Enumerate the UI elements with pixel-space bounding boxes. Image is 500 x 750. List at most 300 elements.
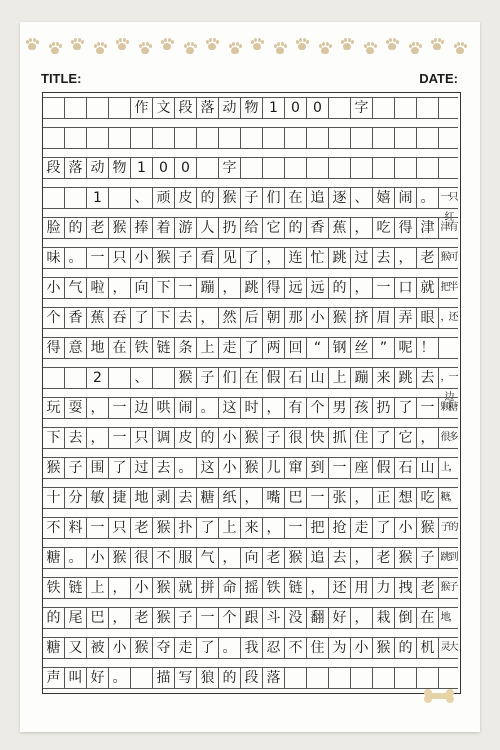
grid-cell: 蕉 (87, 307, 109, 329)
grid-cell: 猴 (285, 547, 307, 569)
grid-cell (285, 127, 307, 149)
grid-cell: 剥 (153, 487, 175, 509)
grid-cell: 写 (175, 667, 197, 689)
grid-cell: 段 (43, 157, 65, 179)
grid-cell (131, 127, 153, 149)
grid-cell: 猴 (241, 427, 263, 449)
grid-cell: 老 (417, 577, 439, 599)
date-label: DATE: (419, 71, 458, 86)
grid-cell: 敏 (87, 487, 109, 509)
grid-cell: 的 (219, 667, 241, 689)
grid-cell: ， (109, 607, 131, 629)
grid-cell: 蹦 (351, 367, 373, 389)
grid-cell: 跳 (395, 367, 417, 389)
grid-cell: 不 (43, 517, 65, 539)
grid-cell: 哄 (153, 397, 175, 419)
grid-cell (395, 157, 417, 179)
grid-row (43, 517, 460, 539)
grid-cell: 落 (263, 667, 285, 689)
grid-cell: 了 (197, 517, 219, 539)
grid-cell: 猴 (109, 217, 131, 239)
grid-cell: 个 (43, 307, 65, 329)
grid-cell: 忍 (263, 637, 285, 659)
grid-cell: 一 (285, 517, 307, 539)
grid-cell: 一只红 (439, 187, 458, 209)
grid-cell (65, 367, 87, 389)
grid-cell (307, 127, 329, 149)
grid-cell: 两 (263, 337, 285, 359)
grid-cell: 。 (197, 397, 219, 419)
grid-cell: 很 (131, 547, 153, 569)
grid-cell: 0 (285, 97, 307, 119)
grid-row (43, 97, 460, 119)
grid-cell: 小 (307, 307, 329, 329)
grid-cell: 子 (263, 427, 285, 449)
grid-cell: 猴 (131, 637, 153, 659)
grid-cell: 没 (285, 607, 307, 629)
grid-cell: 把半 (439, 277, 458, 299)
grid-cell: 栽 (373, 607, 395, 629)
grid-cell: 的 (285, 217, 307, 239)
grid-cell: 有 (285, 397, 307, 419)
grid-cell: ， (417, 427, 439, 449)
grid-cell: 顽 (153, 187, 175, 209)
grid-cell (395, 127, 417, 149)
grid-row (43, 547, 460, 569)
grid-cell: 玩 (43, 397, 65, 419)
grid-cell: 落 (65, 157, 87, 179)
grid-cell: ， (395, 247, 417, 269)
grid-cell: 条 (175, 337, 197, 359)
grid-cell (329, 97, 351, 119)
grid-cell: ， (241, 487, 263, 509)
grid-cell: ， (351, 277, 373, 299)
grid-cell: 跟 (241, 607, 263, 629)
notebook-page (20, 22, 480, 732)
grid-cell: 的 (43, 607, 65, 629)
grid-cell: 、 (131, 187, 153, 209)
grid-cell: 个 (307, 397, 329, 419)
grid-cell: 这 (219, 397, 241, 419)
grid-cell: 物 (241, 97, 263, 119)
grid-cell: 下 (153, 277, 175, 299)
grid-cell: ， (263, 397, 285, 419)
grid-cell: 上 (329, 367, 351, 389)
grid-cell: 座 (351, 457, 373, 479)
grid-cell (109, 97, 131, 119)
grid-cell: 跳 (329, 247, 351, 269)
bone-icon (424, 689, 454, 703)
grid-cell: 。 (65, 247, 87, 269)
grid-cell: 嬉 (373, 187, 395, 209)
grid-cell (439, 97, 458, 119)
grid-cell: 了 (373, 517, 395, 539)
grid-cell: 眼 (417, 307, 439, 329)
grid-cell (197, 157, 219, 179)
grid-cell (109, 367, 131, 389)
grid-cell: 下 (43, 427, 65, 449)
grid-cell: 上 (87, 577, 109, 599)
grid-cell: 小 (219, 457, 241, 479)
grid-cell: 拽 (395, 577, 417, 599)
grid-cell: 给 (241, 217, 263, 239)
grid-cell: 它 (263, 217, 285, 239)
grid-cell: 嘴 (263, 487, 285, 509)
grid-cell: ， (87, 427, 109, 449)
grid-cell: 忙 (307, 247, 329, 269)
grid-cell: 津有 (439, 217, 458, 239)
grid-cell: 跳 (241, 277, 263, 299)
grid-cell: 铁 (131, 337, 153, 359)
grid-cell (43, 187, 65, 209)
grid-cell: 老 (131, 517, 153, 539)
grid-cell: 钢 (329, 337, 351, 359)
grid-cell: 耍 (65, 397, 87, 419)
grid-cell: ， (351, 547, 373, 569)
grid-cell: ， (351, 217, 373, 239)
grid-cell: 小 (87, 547, 109, 569)
grid-cell: 小 (395, 517, 417, 539)
grid-cell: 回 (285, 337, 307, 359)
grid-cell (131, 667, 153, 689)
grid-cell: 还 (329, 577, 351, 599)
grid-cell: 着 (153, 217, 175, 239)
grid-cell: 字 (219, 157, 241, 179)
grid-cell: 个 (219, 607, 241, 629)
grid-cell: 糖 (43, 547, 65, 569)
grid-cell: 命 (219, 577, 241, 599)
grid-cell: 去 (65, 427, 87, 449)
grid-cell (373, 97, 395, 119)
grid-cell: 远 (285, 277, 307, 299)
grid-cell (65, 127, 87, 149)
grid-cell: 那 (285, 307, 307, 329)
grid-cell: 香 (307, 217, 329, 239)
grid-cell: 动 (219, 97, 241, 119)
grid-cell: 一 (417, 397, 439, 419)
grid-cell: 服 (175, 547, 197, 569)
grid-cell (373, 127, 395, 149)
grid-cell: 围 (87, 457, 109, 479)
grid-cell (285, 157, 307, 179)
grid-cell: ， (109, 277, 131, 299)
grid-cell: 落 (197, 97, 219, 119)
grid-cell: ， (219, 277, 241, 299)
grid-cell: 好 (329, 607, 351, 629)
grid-cell: 地 (131, 487, 153, 509)
grid-cell: 猴 (43, 457, 65, 479)
grid-cell: 好 (87, 667, 109, 689)
grid-cell: 一 (175, 277, 197, 299)
grid-cell: 皮 (175, 427, 197, 449)
grid-cell: 老 (131, 607, 153, 629)
grid-cell: 小 (131, 577, 153, 599)
grid-row (43, 157, 460, 179)
grid-cell: 十 (43, 487, 65, 509)
grid-row (43, 127, 460, 149)
grid-cell: 看 (197, 247, 219, 269)
grid-cell: 了 (241, 247, 263, 269)
title-label: TITLE: (41, 71, 82, 86)
grid-cell: 意 (65, 337, 87, 359)
grid-cell: 1 (263, 97, 285, 119)
grid-cell: 只 (131, 427, 153, 449)
grid-cell: 力 (373, 577, 395, 599)
paw-border (20, 38, 480, 54)
grid-cell: 吃 (417, 487, 439, 509)
grid-cell: 斗 (263, 607, 285, 629)
grid-cell (417, 97, 439, 119)
grid-cell: 描 (153, 667, 175, 689)
grid-cell: 狼 (197, 667, 219, 689)
grid-cell: 气 (197, 547, 219, 569)
grid-row (43, 487, 460, 509)
grid-cell: 。 (219, 637, 241, 659)
grid-row (43, 637, 460, 659)
grid-cell: 一 (109, 427, 131, 449)
grid-cell (109, 127, 131, 149)
grid-cell: 了 (109, 457, 131, 479)
grid-cell: 子 (417, 547, 439, 569)
grid-cell: 这 (197, 457, 219, 479)
grid-cell (263, 127, 285, 149)
grid-cell: 糖 (43, 637, 65, 659)
grid-row (43, 337, 460, 359)
grid-cell: 铁 (263, 577, 285, 599)
grid-cell: 扔 (373, 397, 395, 419)
grid-cell: 又 (65, 637, 87, 659)
grid-cell: 远 (307, 277, 329, 299)
grid-cell: 灵大 (439, 637, 458, 659)
grid-cell (351, 127, 373, 149)
grid-cell: 小 (219, 427, 241, 449)
grid-cell (395, 97, 417, 119)
grid-cell: 把 (307, 517, 329, 539)
grid-cell: 机 (417, 637, 439, 659)
grid-cell: 见 (219, 247, 241, 269)
grid-cell: 不 (285, 637, 307, 659)
grid-cell: 气 (65, 277, 87, 299)
grid-cell: 猴可 (439, 247, 458, 269)
grid-cell: ， (197, 307, 219, 329)
grid-cell: 过 (131, 457, 153, 479)
grid-row (43, 607, 460, 629)
grid-cell (373, 667, 395, 689)
grid-cell: 巴 (285, 487, 307, 509)
grid-cell: 山 (417, 457, 439, 479)
grid-cell: 了 (197, 637, 219, 659)
grid-cell: 夺 (153, 637, 175, 659)
grid-cell: 脸 (43, 217, 65, 239)
grid-cell: 子的 (439, 517, 458, 539)
grid-cell (395, 667, 417, 689)
grid-cell: 就 (417, 277, 439, 299)
grid-cell: 了 (373, 427, 395, 449)
grid-cell: 声 (43, 667, 65, 689)
grid-cell: 纸 (219, 487, 241, 509)
grid-cell: 想 (395, 487, 417, 509)
grid-cell: 朝 (263, 307, 285, 329)
grid-cell: 追 (307, 547, 329, 569)
grid-cell (153, 127, 175, 149)
grid-cell: ， (351, 607, 373, 629)
grid-cell: 抓 (329, 427, 351, 449)
grid-cell: 挤 (351, 307, 373, 329)
grid-cell: 向 (241, 547, 263, 569)
grid-cell: 得 (263, 277, 285, 299)
grid-row (43, 457, 460, 479)
grid-cell (439, 337, 458, 359)
grid-cell: 物 (109, 157, 131, 179)
grid-cell: 山 (307, 367, 329, 389)
grid-cell: 了 (395, 397, 417, 419)
grid-cell: 去 (373, 247, 395, 269)
grid-cell: 闹 (175, 397, 197, 419)
grid-cell: 然 (219, 307, 241, 329)
grid-cell: 2 (87, 367, 109, 389)
grid-cell: 追 (307, 187, 329, 209)
grid-cell: 来 (241, 517, 263, 539)
grid-cell: 了 (241, 337, 263, 359)
grid-cell: 很多 (439, 427, 458, 449)
grid-cell (175, 127, 197, 149)
grid-cell: 扔 (219, 217, 241, 239)
grid-cell: 翻 (307, 607, 329, 629)
grid-cell: 时 (241, 397, 263, 419)
grid-cell (87, 127, 109, 149)
grid-cell: 子 (175, 247, 197, 269)
grid-cell: 过 (351, 247, 373, 269)
grid-cell: ， (263, 247, 285, 269)
grid-cell (329, 157, 351, 179)
grid-cell: 到 (307, 457, 329, 479)
grid-cell: 叫 (65, 667, 87, 689)
grid-cell: 料 (65, 517, 87, 539)
grid-cell (109, 187, 131, 209)
grid-cell: 一 (87, 247, 109, 269)
grid-cell: 去 (175, 307, 197, 329)
grid-cell: 得 (43, 337, 65, 359)
grid-cell: 一 (373, 277, 395, 299)
grid-cell: 正 (373, 487, 395, 509)
grid-cell: 一 (197, 607, 219, 629)
grid-cell: 在 (285, 187, 307, 209)
grid-cell: 逐 (329, 187, 351, 209)
grid-cell: 尾 (65, 607, 87, 629)
grid-cell: ， (109, 577, 131, 599)
grid-cell: 倒 (395, 607, 417, 629)
grid-cell: 1 (131, 157, 153, 179)
grid-cell: 。 (417, 187, 439, 209)
grid-cell: 捷 (109, 487, 131, 509)
grid-cell: 小 (43, 277, 65, 299)
grid-cell: 老 (373, 547, 395, 569)
grid-cell: 猴 (417, 517, 439, 539)
grid-cell: 住 (351, 427, 373, 449)
grid-cell: 石 (395, 457, 417, 479)
grid-cell: 在 (417, 607, 439, 629)
grid-cell: “ (307, 337, 329, 359)
grid-cell: 张 (329, 487, 351, 509)
grid-cell: 的 (329, 277, 351, 299)
grid-row (43, 247, 460, 269)
grid-cell (197, 127, 219, 149)
grid-cell: 、 (351, 187, 373, 209)
grid-cell: 小 (351, 637, 373, 659)
grid-cell: 、 (131, 367, 153, 389)
grid-cell (43, 97, 65, 119)
grid-cell: 地， (439, 607, 458, 629)
grid-cell (417, 127, 439, 149)
grid-cell: 不 (153, 547, 175, 569)
grid-cell: 一 (87, 517, 109, 539)
grid-cell: 老 (263, 547, 285, 569)
grid-cell (65, 97, 87, 119)
grid-cell (439, 157, 458, 179)
grid-cell: 猴 (153, 577, 175, 599)
grid-cell: 猴子 (439, 577, 458, 599)
grid-cell (417, 667, 439, 689)
grid-cell: ” (373, 337, 395, 359)
grid-cell: 蕉 (329, 217, 351, 239)
grid-cell: 作 (131, 97, 153, 119)
grid-cell: 皮 (175, 187, 197, 209)
grid-cell: 。 (65, 547, 87, 569)
grid-cell: 上 (219, 517, 241, 539)
grid-cell: 去 (175, 487, 197, 509)
grid-cell: 文 (153, 97, 175, 119)
grid-cell: 石 (285, 367, 307, 389)
grid-cell: 链 (65, 577, 87, 599)
grid-cell: 它 (395, 427, 417, 449)
grid-cell: 1 (87, 187, 109, 209)
grid-cell: ，一边 (439, 367, 458, 389)
grid-cell: 向 (131, 277, 153, 299)
grid-cell: 巴 (87, 607, 109, 629)
grid-cell: 后 (241, 307, 263, 329)
grid-cell (219, 127, 241, 149)
grid-cell: 0 (153, 157, 175, 179)
grid-cell (351, 667, 373, 689)
grid-cell: 眉 (373, 307, 395, 329)
grid-row (43, 367, 460, 403)
grid-cell: 人 (197, 217, 219, 239)
grid-cell: 们 (263, 187, 285, 209)
grid-row (43, 277, 460, 299)
grid-cell: ，还 (439, 307, 458, 329)
grid-cell: 动 (87, 157, 109, 179)
grid-cell: 去 (329, 547, 351, 569)
grid-cell: 假 (263, 367, 285, 389)
grid-cell: 猴 (329, 307, 351, 329)
grid-cell: 猴 (241, 457, 263, 479)
grid-cell (439, 127, 458, 149)
grid-cell: 链 (285, 577, 307, 599)
grid-cell: 猴 (153, 517, 175, 539)
grid-cell: 老 (87, 217, 109, 239)
grid-cell: 吞 (109, 307, 131, 329)
grid-cell: 捧 (131, 217, 153, 239)
grid-cell: 在 (109, 337, 131, 359)
grid-cell: 糖， (439, 487, 458, 509)
grid-cell: 上 (197, 337, 219, 359)
grid-cell: 假 (373, 457, 395, 479)
grid-cell: 男 (329, 397, 351, 419)
grid-cell (263, 157, 285, 179)
grid-cell: 了 (131, 307, 153, 329)
grid-cell (373, 157, 395, 179)
grid-cell: 连 (285, 247, 307, 269)
